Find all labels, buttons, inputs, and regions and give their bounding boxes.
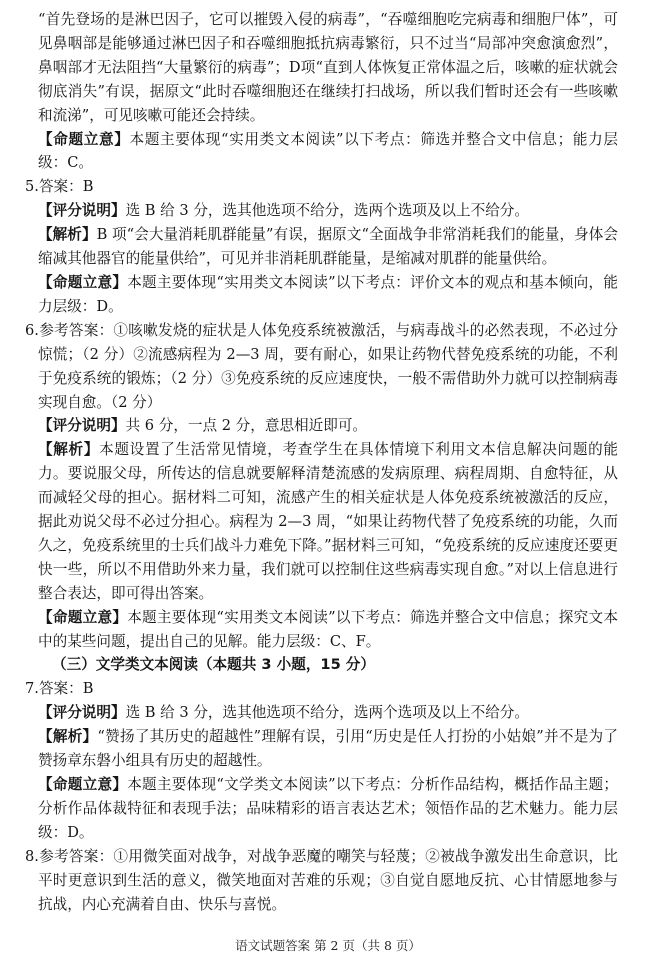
paragraph-text: 本题设置了生活常见情境，考查学生在具体情境下利用文本信息解决问题的能力。要说服父母，所传达的信息就要解释清楚流感的发病原理、病程周期、自愈特征，从而减轻父母的担心。据材料二可知，流感产生的相关症状是人体免疫系统被激活的反应，据此劝说父母不必过分担心。病程为 2—3 周，“如果让药物代替了免疫系统的功能，久而久之，免疫系统里的士兵们战斗力难免下降。”据材料三可知，“免疫系统的反应速度还要更快一些，所以不用借助外来力量，我们就可以控制住这些病毒实现自愈。”对以上信息进行整合表达，即可得出答案。 [38, 441, 618, 602]
question-number: 7. [25, 680, 39, 698]
answer-paragraph [38, 223, 618, 271]
section-label: 【命题立意】 [38, 273, 128, 291]
question-number: 5. [25, 178, 39, 196]
answer-paragraph [38, 606, 618, 654]
section-label: 【命题立意】 [38, 130, 130, 148]
paragraph-text: “首先登场的是淋巴因子，它可以摧毁入侵的病毒”，“吞噬细胞吃完病毒和细胞尸体”，可见鼻咽部是能够通过淋巴因子和吞噬细胞抵抗病毒繁衍，只不过当“局部冲突愈演愈烈”，鼻咽部才无法阻挡“大量繁衍的病毒”；D项“直到人体恢复正常体温之后，咳嗽的症状就会彻底消失”有误，据原文“此时吞噬细胞还在继续打扫战场，所以我们暂时还会有一些咳嗽和流涕”，可见咳嗽可能还会持续。 [38, 11, 618, 124]
paragraph-text: B 项“会大量消耗肌群能量”有误，据原文“全面战争非常消耗我们的能量，身体会缩减其他器官的能量供给”，可见并非消耗肌群能量，是缩减对肌群的能量供给。 [38, 226, 618, 268]
paragraph-text: 答案：B [38, 680, 94, 698]
paragraph-text: 参考答案：①用微笑面对战争，对战争恶魔的嘲笑与轻蔑；②被战争激发出生命意识，比平时更意识到生活的意义，微笑地面对苦难的乐观；③自觉自愿地反抗、心甘情愿地参与抗战，内心充满着自由、快乐与喜悦。 [38, 847, 618, 913]
section-label: 【解析】 [38, 226, 97, 244]
section-label: 【评分说明】 [38, 704, 126, 722]
paragraph-text: 选 B 给 3 分，选其他选项不给分，选两个选项及以上不给分。 [125, 704, 529, 722]
page-footer: 语文试题答案 第 2 页（共 8 页） [235, 938, 421, 953]
answer-paragraph [38, 773, 618, 845]
question-number: 6. [25, 321, 39, 339]
paragraph-text: 本题主要体现“实用类文本阅读”以下考点：筛选并整合文中信息；探究文本中的某些问题，提出自己的见解。能力层级：C、F。 [38, 608, 618, 650]
answer-paragraph [38, 271, 618, 319]
answer-paragraph [38, 725, 618, 773]
section-label: 【命题立意】 [38, 776, 128, 793]
question-answer [25, 175, 618, 199]
answer-paragraph [38, 438, 618, 605]
answer-paragraph [38, 199, 618, 223]
paragraph-text: 共 6 分，一点 2 分，意思相近即可。 [125, 417, 368, 435]
question-number: 8. [25, 847, 39, 865]
paragraph-text: 本题主要体现“文学类文本阅读”以下考点：分析作品结构，概括作品主题；分析作品体裁特征和表现手法；品味精彩的语言表达艺术；领悟作品的艺术魅力。能力层级：D。 [38, 776, 618, 841]
paragraph-text: 答案：B [38, 178, 94, 196]
answer-content [25, 8, 618, 916]
section-label: 【解析】 [38, 441, 100, 459]
paragraph-text: 本题主要体现“实用类文本阅读”以下考点：筛选并整合文中信息；能力层级：C。 [38, 130, 618, 172]
section-label: 【解析】 [38, 728, 98, 746]
answer-paragraph [38, 8, 618, 128]
paragraph-text: 参考答案：①咳嗽发烧的症状是人体免疫系统被激活，与病毒战斗的必然表现，不必过分惊慌；（2 分）②流感病程为 2—3 周，要有耐心，如果让药物代替免疫系统的功能，不利于免疫系统的锻炼；（2 分）③免疫系统的反应速度快，一般不需借助外力就可以控制病毒实现自愈。（2 分） [38, 321, 618, 411]
question-answer [25, 677, 618, 701]
paragraph-text: 选 B 给 3 分，选其他选项不给分，选两个选项及以上不给分。 [125, 202, 529, 220]
question-answer [25, 319, 618, 415]
section-label: 【评分说明】 [38, 202, 126, 220]
answer-paragraph [38, 128, 618, 176]
answer-paragraph [38, 701, 618, 725]
paragraph-text: 本题主要体现“实用类文本阅读”以下考点：评价文本的观点和基本倾向，能力层级：D。 [38, 273, 618, 315]
question-answer [25, 845, 618, 917]
paragraph-text: “赞扬了其历史的超越性”理解有误，引用“历史是任人打扮的小姑娘”并不是为了赞扬章东磐小组具有历史的超越性。 [38, 728, 618, 770]
section-heading: （三）文学类文本阅读（本题共 3 小题，15 分） [52, 656, 375, 674]
answer-paragraph [38, 414, 618, 438]
section-label: 【命题立意】 [38, 608, 128, 626]
section-label: 【评分说明】 [38, 417, 126, 435]
